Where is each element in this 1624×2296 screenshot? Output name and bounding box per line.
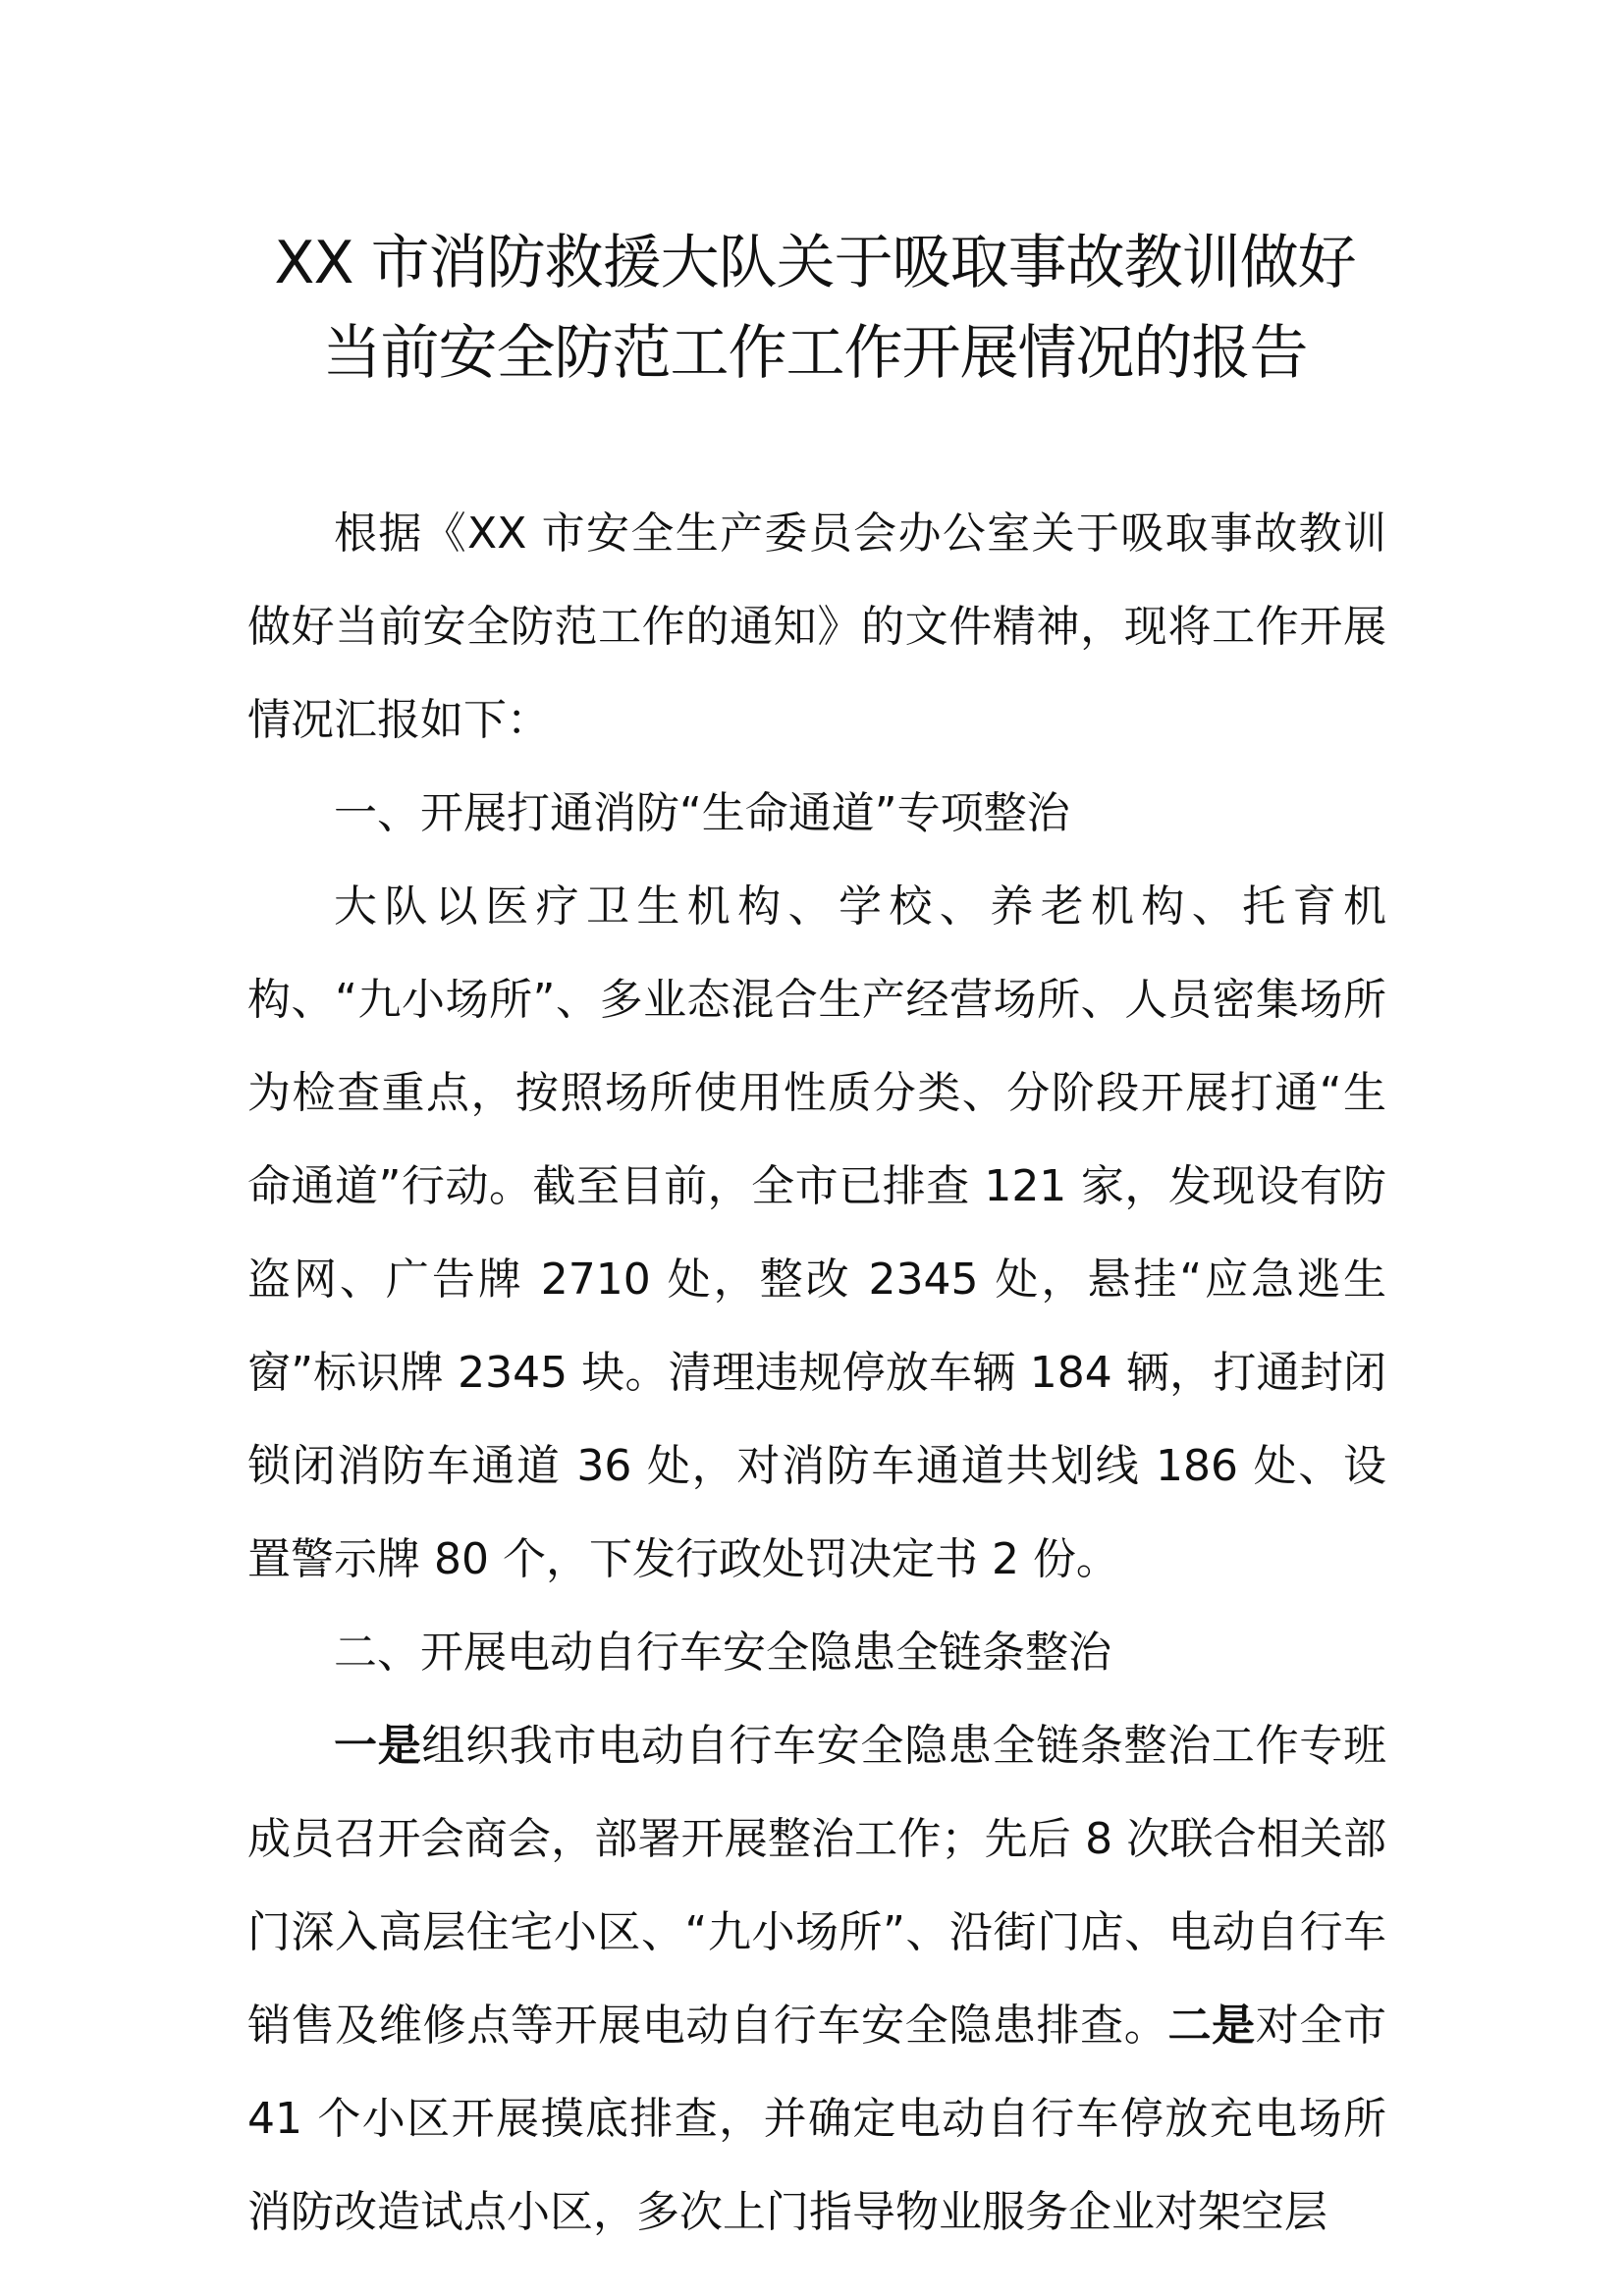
section-2-paragraph — [247, 1699, 1386, 2259]
section-2-heading: 二、开展电动自行车安全隐患全链条整治 — [334, 1628, 1111, 1678]
point-2-text: 对全市 41 个小区开展摸底排查，并确定电动自行车停放充电场所消防改造试点小区，多次上门指导物业服务企业对架空层 — [247, 2001, 1387, 2237]
title-line-1: XX 市消防救援大队关于吸取事故教训做好 — [274, 229, 1356, 297]
document-title — [245, 218, 1384, 399]
section-1-heading: 一、开展打通消防“生命通道”专项整治 — [334, 788, 1070, 838]
point-1-lead: 一是 — [334, 1721, 422, 1771]
document-body — [247, 487, 1386, 2259]
section-1-paragraph: 大队以医疗卫生机构、学校、养老机构、托育机构、“九小场所”、多业态混合生产经营场所、人员密集场所为检查重点，按照场所使用性质分类、分阶段开展打通“生命通道”行动。截至目前，全市已排查 121 家，发现设有防盗网、广告牌 2710 处，整改 2345 处，悬挂“应急逃生窗”标识牌 2345 块。清理违规停放车辆 184 辆，打通封闭锁闭消防车通道 36 处，对消防车通道共划线 186 处、设置警示牌 80 个，下发行政处罚决定书 2 份。 — [247, 881, 1386, 1584]
intro-paragraph: 根据《XX 市安全生产委员会办公室关于吸取事故教训做好当前安全防范工作的通知》的文件精神，现将工作开展情况汇报如下： — [247, 508, 1386, 745]
point-2-lead: 二是 — [1167, 2001, 1256, 2051]
title-line-2: 当前安全防范工作工作开展情况的报告 — [322, 319, 1308, 388]
point-1-text: 组织我市电动自行车安全隐患全链条整治工作专班成员召开会商会，部署开展整治工作；先后 8 次联合相关部门深入高层住宅小区、“九小场所”、沿街门店、电动自行车销售及维修点等开展电动自行车安全隐患排查。 — [247, 1721, 1387, 2051]
